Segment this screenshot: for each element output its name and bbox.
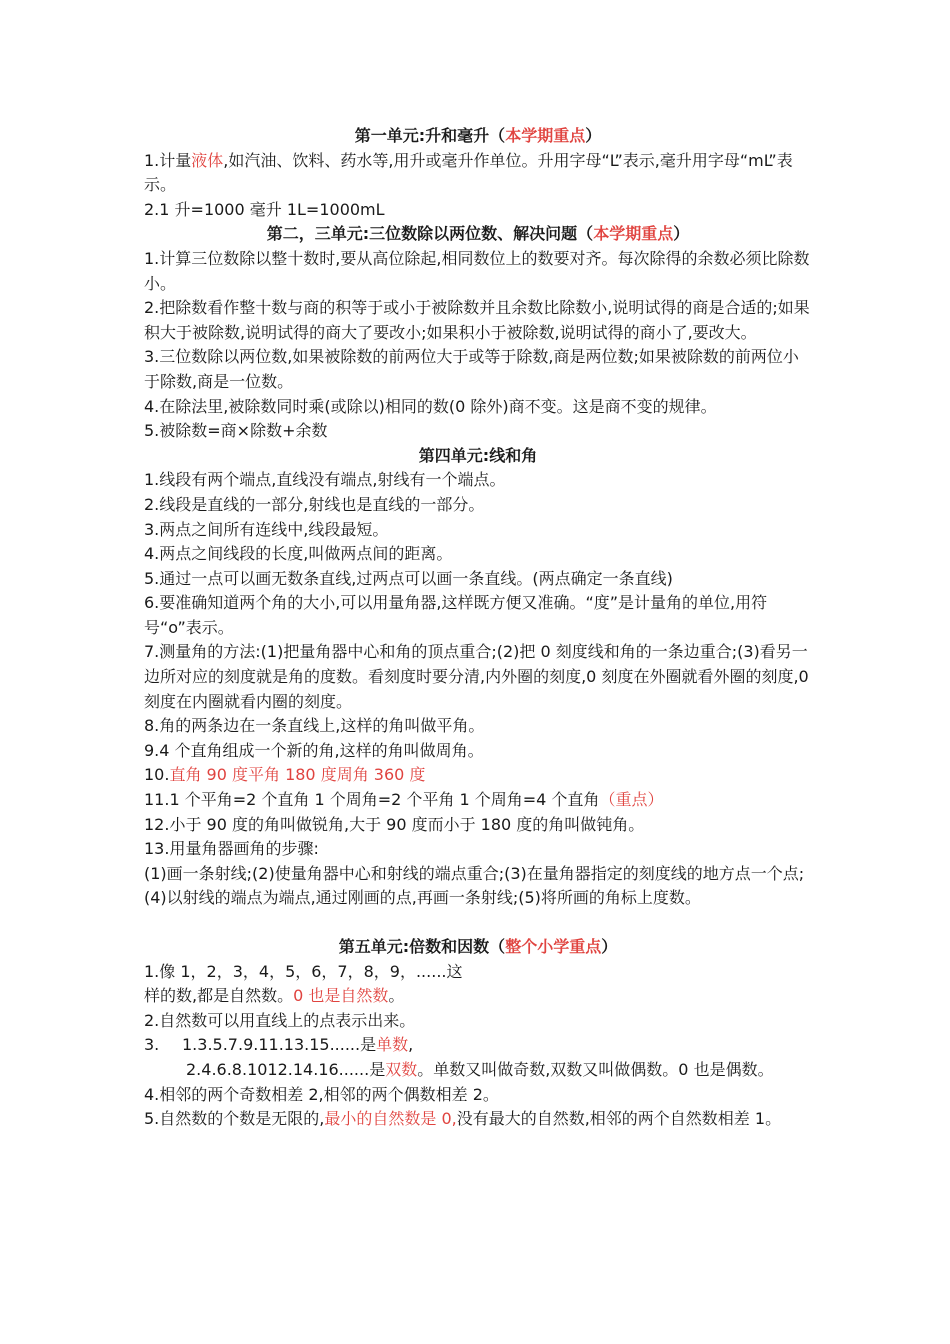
paragraph: 5.自然数的个数是无限的,最小的自然数是 0,没有最大的自然数,相邻的两个自然数相差 1。 bbox=[144, 1109, 782, 1129]
paragraph: 1.计算三位数除以整十数时,要从高位除起,相同数位上的数要对齐。每次除得的余数必须比除数小。 bbox=[144, 248, 810, 293]
paragraph: 5.通过一点可以画无数条直线,过两点可以画一条直线。(两点确定一条直线) bbox=[144, 568, 673, 588]
spacer bbox=[144, 911, 812, 935]
paragraph: 9.4 个直角组成一个新的角,这样的角叫做周角。 bbox=[144, 740, 484, 760]
unit5-heading: 第五单元:倍数和因数（整个小学重点） bbox=[338, 937, 618, 956]
paragraph: 4.在除法里,被除数同时乘(或除以)相同的数(0 除外)商不变。这是商不变的规律。 bbox=[144, 396, 717, 416]
paragraph: 2.把除数看作整十数与商的积等于或小于被除数并且余数比除数小,说明试得的商是合适的;如果积大于被除数,说明试得的商大了要改小;如果积小于被除数,说明试得的商小了,要改大。 bbox=[144, 298, 810, 342]
document-page bbox=[144, 124, 812, 1132]
paragraph: 4.两点之间线段的长度,叫做两点间的距离。 bbox=[144, 544, 453, 564]
paragraph: 2.线段是直线的一部分,射线也是直线的一部分。 bbox=[144, 494, 485, 514]
paragraph: 13.用量角器画角的步骤: bbox=[144, 839, 319, 859]
paragraph: 6.要准确知道两个角的大小,可以用量角器,这样既方便又准确。“度”是计量角的单位,用符号“o”表示。 bbox=[144, 593, 768, 637]
unit2-3-heading: 第二，三单元:三位数除以两位数、解决问题（本学期重点） bbox=[266, 224, 690, 244]
unit4-heading: 第四单元:线和角 bbox=[418, 445, 538, 465]
paragraph: 2.4.6.8.1012.14.16......是双数。单数又叫做奇数,双数又叫做偶数。0 也是偶数。 bbox=[186, 1059, 774, 1079]
paragraph: 5.被除数=商×除数+余数 bbox=[144, 421, 328, 441]
paragraph: 2.自然数可以用直线上的点表示出来。 bbox=[144, 1010, 416, 1030]
paragraph: 7.测量角的方法:(1)把量角器中心和角的顶点重合;(2)把 0 刻度线和角的一条边重合;(3)看另一边所对应的刻度就是角的度数。看刻度时要分清,内外圈的刻度,0 刻度在外圈就看外圈的刻度,0 刻度在内圈就看内圈的刻度。 bbox=[144, 642, 809, 711]
paragraph: 2.1 升=1000 毫升 1L=1000mL bbox=[144, 199, 385, 219]
paragraph: 样的数,都是自然数。0 也是自然数。 bbox=[144, 986, 405, 1006]
paragraph: 4.相邻的两个奇数相差 2,相邻的两个偶数相差 2。 bbox=[144, 1084, 499, 1104]
paragraph: 8.角的两条边在一条直线上,这样的角叫做平角。 bbox=[144, 716, 485, 736]
paragraph: 1.计量液体,如汽油、饮料、药水等,用升或毫升作单位。升用字母“L”表示,毫升用字母“mL”表示。 bbox=[144, 150, 793, 195]
paragraph: 12.小于 90 度的角叫做锐角,大于 90 度而小于 180 度的角叫做钝角。 bbox=[144, 814, 645, 834]
paragraph: 1.像 1，2，3，4，5，6，7，8，9，......这 bbox=[144, 961, 463, 981]
paragraph: 3. 1.3.5.7.9.11.13.15......是单数, bbox=[144, 1035, 414, 1055]
paragraph: 3.三位数除以两位数,如果被除数的前两位大于或等于除数,商是两位数;如果被除数的前两位小于除数,商是一位数。 bbox=[144, 347, 799, 391]
paragraph: 10.直角 90 度平角 180 度周角 360 度 bbox=[144, 765, 426, 785]
unit1-heading: 第一单元:升和毫升（本学期重点） bbox=[354, 126, 602, 145]
paragraph: (1)画一条射线;(2)使量角器中心和射线的端点重合;(3)在量角器指定的刻度线的地方点一个点;(4)以射线的端点为端点,通过刚画的点,再画一条射线;(5)将所画的角标上度数。 bbox=[144, 863, 805, 908]
paragraph: 3.两点之间所有连线中,线段最短。 bbox=[144, 519, 389, 539]
paragraph: 1.线段有两个端点,直线没有端点,射线有一个端点。 bbox=[144, 470, 506, 490]
paragraph: 11.1 个平角=2 个直角 1 个周角=2 个平角 1 个周角=4 个直角（重点） bbox=[144, 790, 664, 810]
